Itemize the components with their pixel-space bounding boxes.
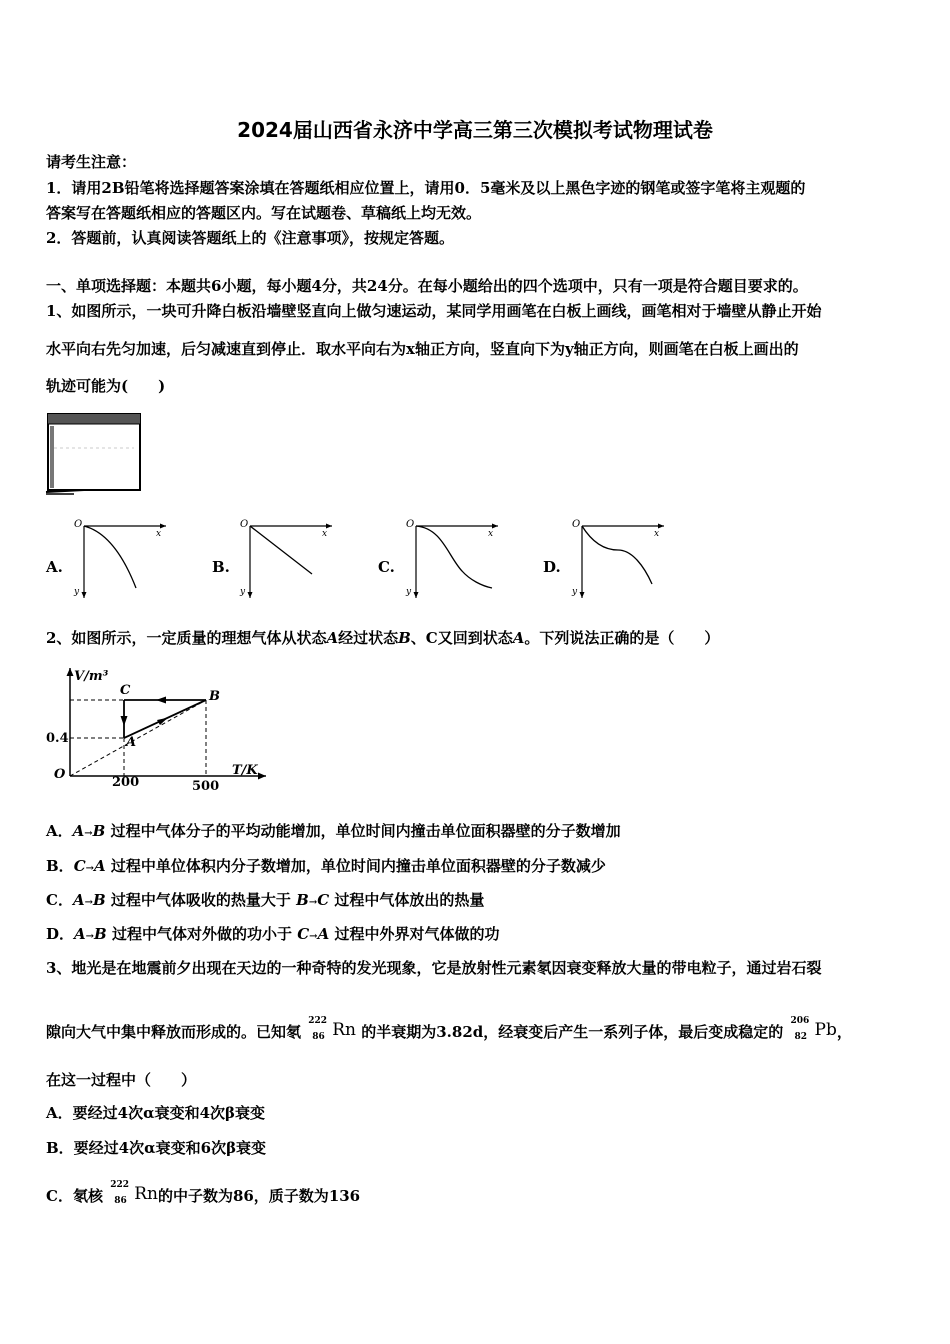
q1-line-3: 轨迹可能为( ): [46, 377, 166, 395]
q3-option-c: C．氡核 222 86 Rn的中子数为86，质子数为136: [46, 1180, 361, 1206]
q3-option-b: B．要经过4次α衰变和6次β衰变: [46, 1139, 267, 1157]
radon-isotope-c: 222 86: [110, 1180, 129, 1206]
q1-b-y: y: [240, 587, 246, 597]
lead-isotope: 206 82: [790, 1016, 810, 1042]
q2-x-tick-200: 200: [112, 775, 140, 790]
q1-b-x: x: [322, 529, 328, 539]
q1-option-c-graph: [402, 516, 502, 600]
q1-a-x: x: [156, 529, 162, 539]
whiteboard-illustration: [44, 408, 144, 498]
q1-d-y: y: [572, 587, 578, 597]
q1-option-a-graph: [70, 516, 170, 600]
q1-option-d-graph: [568, 516, 668, 600]
q2-y-axis-label: V/m³: [74, 669, 109, 684]
q1-option-c-label: C.: [378, 558, 395, 576]
radon-isotope: 222 86: [308, 1016, 328, 1042]
q2-option-a: A．A→B 过程中气体分子的平均动能增加，单位时间内撞击单位面积器壁的分子数增加: [46, 822, 621, 840]
section-heading: 一、单项选择题：本题共6小题，每小题4分，共24分。在每小题给出的四个选项中，只有一项是符合题目要求的。: [46, 277, 808, 295]
q3-option-a: A．要经过4次α衰变和4次β衰变: [46, 1104, 266, 1122]
q2-x-axis-label: T/K: [232, 763, 258, 778]
q2-point-c: C: [120, 683, 131, 698]
q2-point-b: B: [209, 689, 220, 704]
q1-line-2: 水平向右先匀加速，后匀减速直到停止．取水平向右为x轴正方向，竖直向下为y轴正方向，则画笔在白板上画出的: [46, 340, 799, 358]
q1-option-b-graph: [236, 516, 336, 600]
q1-line-1: 1、如图所示，一块可升降白板沿墙壁竖直向上做匀速运动，某同学用画笔在白板上画线，画笔相对于墙壁从静止开始: [46, 302, 822, 320]
q1-d-x: x: [654, 529, 660, 539]
q3-line-1: 3、地光是在地震前夕出现在天边的一种奇特的发光现象，它是放射性元素氡因衰变释放大量的带电粒子，通过岩石裂: [46, 959, 822, 977]
notice-line-1: 1．请用2B铅笔将选择题答案涂填在答题纸相应位置上，请用0．5毫米及以上黑色字迹的钢笔或签字笔将主观题的: [46, 179, 806, 197]
q2-stem: 2、如图所示，一定质量的理想气体从状态A经过状态B、C又回到状态A。下列说法正确的是（ ）: [46, 629, 720, 647]
q2-option-c: C．A→B 过程中气体吸收的热量大于 B→C 过程中气体放出的热量: [46, 891, 485, 909]
q1-option-a-label: A.: [46, 558, 63, 576]
q2-option-b: B．C→A 过程中单位体积内分子数增加，单位时间内撞击单位面积器壁的分子数减少: [46, 857, 606, 875]
q2-point-a: A: [126, 735, 137, 750]
q1-option-b-label: B.: [212, 558, 230, 576]
page-title: 2024届山西省永济中学高三第三次模拟考试物理试卷: [237, 118, 713, 142]
q1-c-origin: O: [406, 519, 415, 530]
q1-d-origin: O: [572, 519, 581, 530]
notice-line-2: 答案写在答题纸相应的答题区内。写在试题卷、草稿纸上均无效。: [46, 204, 482, 222]
q1-a-y: y: [74, 587, 80, 597]
q3-line-3: 在这一过程中（ ）: [46, 1071, 197, 1089]
q1-c-x: x: [488, 529, 494, 539]
q1-option-d-label: D.: [543, 558, 561, 576]
q2-y-tick: 0.4: [46, 731, 69, 746]
notice-line-3: 2．答题前，认真阅读答题纸上的《注意事项》，按规定答题。: [46, 229, 454, 247]
q1-c-y: y: [406, 587, 412, 597]
q1-a-origin: O: [74, 519, 83, 530]
q2-option-d: D．A→B 过程中气体对外做的功小于 C→A 过程中外界对气体做的功: [46, 925, 500, 943]
q1-b-origin: O: [240, 519, 249, 530]
notice-heading: 请考生注意：: [46, 153, 137, 171]
q3-line-2: 隙向大气中集中释放而形成的。已知氡 222 86 Rn 的半衰期为3.82d，经衰变后产生一系列子体，最后变成稳定的 206 82 Pb，: [46, 1016, 852, 1042]
q2-vt-graph: [44, 662, 274, 796]
q2-origin-label: O: [54, 767, 66, 782]
q2-x-tick-500: 500: [192, 779, 220, 794]
